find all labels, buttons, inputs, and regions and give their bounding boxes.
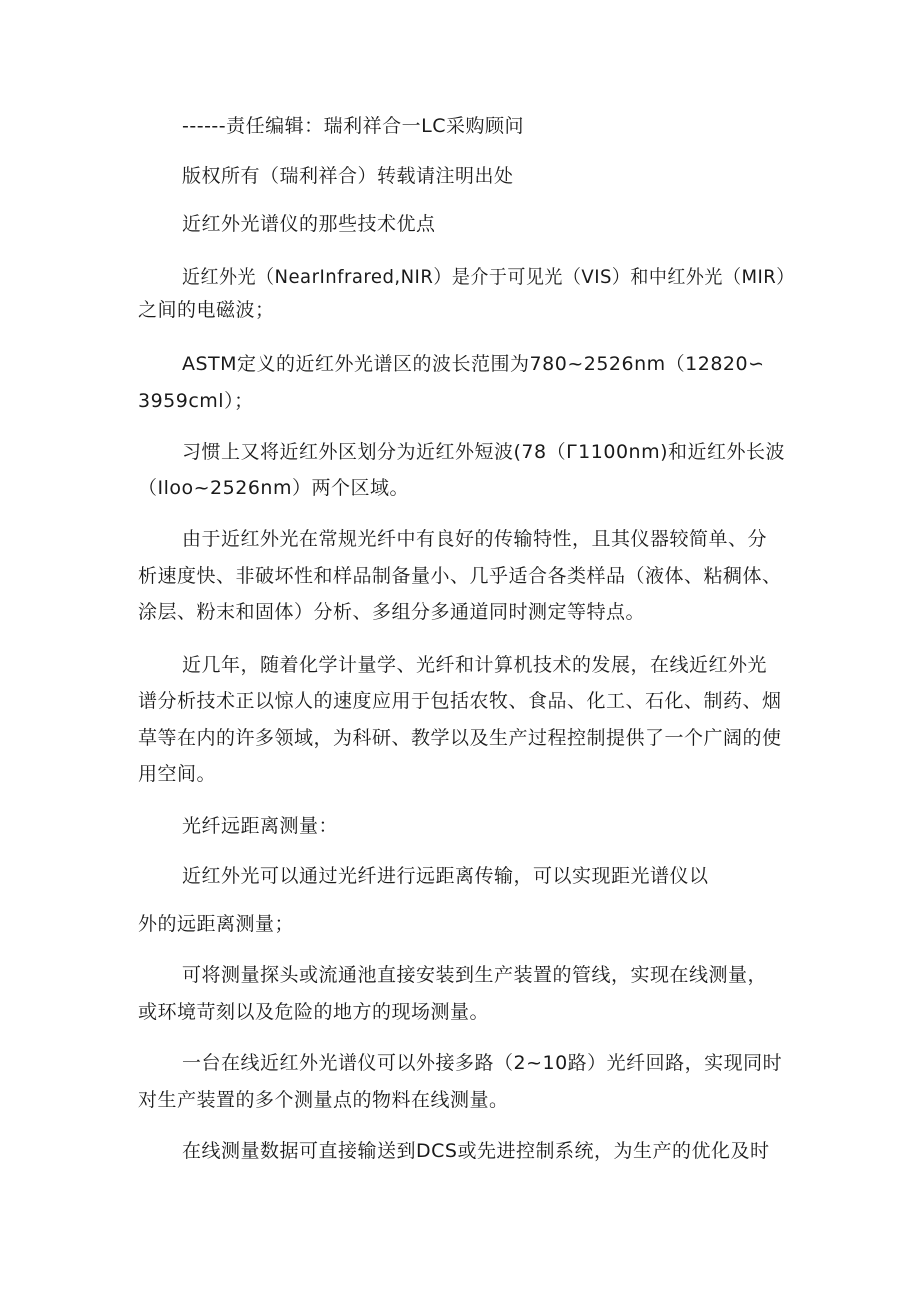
paragraph-5-line-3: 草等在内的许多领域，为科研、教学以及生产过程控制提供了一个广阔的使	[138, 727, 782, 749]
paragraph-1-line-2: 之间的电磁波；	[138, 299, 275, 321]
paragraph-8-line-2: 对生产装置的多个测量点的物料在线测量。	[138, 1089, 509, 1111]
copyright-line: 版权所有（瑞利祥合）转载请注明出处	[182, 165, 514, 187]
paragraph-8-line-1: 一台在线近红外光谱仪可以外接多路（2~10路）光纤回路，实现同时	[182, 1052, 783, 1074]
paragraph-2-line-2: 3959cml）；	[138, 390, 254, 412]
paragraph-3-line-2: （Iloo~2526nm）两个区域。	[138, 477, 409, 499]
editor-line: ------责任编辑：瑞利祥合一LC采购顾问	[182, 115, 524, 137]
paragraph-2-line-1: ASTM定义的近红外光谱区的波长范围为780~2526nm（12820∽	[182, 353, 765, 375]
paragraph-5-line-2: 谱分析技术正以惊人的速度应用于包括农牧、食品、化工、石化、制药、烟	[138, 690, 782, 712]
paragraph-1-line-1: 近红外光（NearInfrared,NIR）是介于可见光（VIS）和中红外光（MIR）	[182, 266, 795, 288]
paragraph-4-line-3: 涂层、粉末和固体）分析、多组分多通道同时测定等特点。	[138, 601, 646, 623]
section-heading: 光纤远距离测量：	[182, 815, 339, 837]
paragraph-5-line-1: 近几年，随着化学计量学、光纤和计算机技术的发展，在线近红外光	[182, 654, 768, 676]
article-heading: 近红外光谱仪的那些技术优点	[182, 213, 436, 235]
paragraph-6-line-1: 近红外光可以通过光纤进行远距离传输，可以实现距光谱仪以	[182, 865, 709, 887]
paragraph-7-line-1: 可将测量探头或流通池直接安装到生产装置的管线，实现在线测量，	[182, 964, 768, 986]
paragraph-6-line-2: 外的远距离测量；	[138, 913, 295, 935]
paragraph-7-line-2: 或环境苛刻以及危险的地方的现场测量。	[138, 1001, 490, 1023]
paragraph-5-line-4: 用空间。	[138, 763, 217, 785]
paragraph-4-line-1: 由于近红外光在常规光纤中有良好的传输特性，且其仪器较简单、分	[182, 528, 768, 550]
paragraph-3-line-1: 习惯上又将近红外区划分为近红外短波(78（Г1100nm)和近红外长波	[182, 441, 785, 463]
paragraph-4-line-2: 析速度快、非破坏性和样品制备量小、几乎适合各类样品（液体、粘稠体、	[138, 565, 782, 587]
paragraph-9-line-1: 在线测量数据可直接输送到DCS或先进控制系统，为生产的优化及时	[182, 1140, 770, 1162]
